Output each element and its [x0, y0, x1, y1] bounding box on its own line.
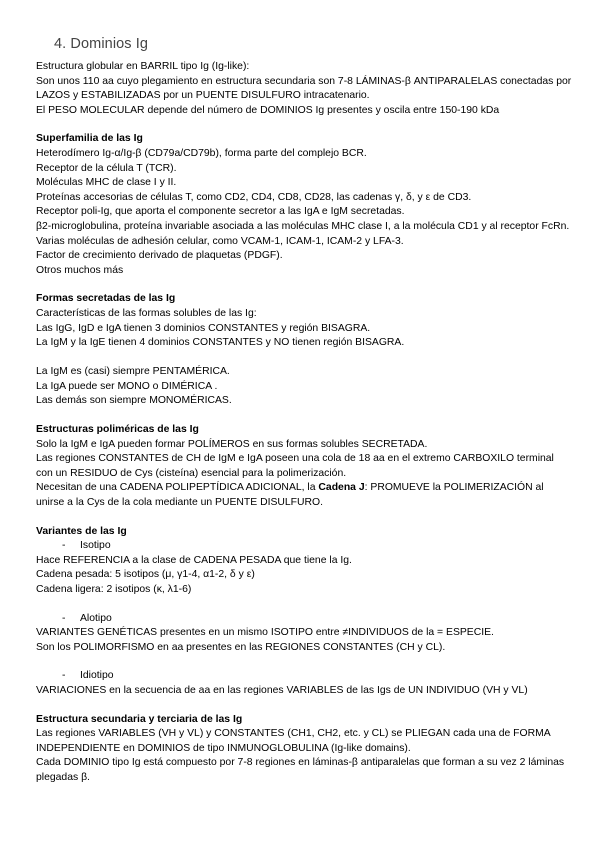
subheading-label: Isotipo: [80, 540, 111, 552]
section-variantes: [36, 525, 572, 699]
list-line: Factor de crecimiento derivado de plaquetas (PDGF).: [36, 250, 283, 262]
list-line: Las regiones VARIABLES (VH y VL) y CONSTANTES (CH1, CH2, etc. y CL) se PLIEGAN cada una de FORMA INDEPENDIENTE en DOMINIOS de tipo INMUNOGLOBULINA (Ig-like domains).: [36, 728, 551, 754]
list-line: Cada DOMINIO tipo Ig está compuesto por 7-8 regiones en láminas-β antiparalelas que forman a su vez 2 láminas plegadas β.: [36, 757, 565, 783]
section-estructura: [36, 713, 572, 786]
list-line: Proteínas accesorias de células T, como CD2, CD4, CD8, CD28, las cadenas γ, δ, y ε de CD3.: [36, 191, 472, 203]
section-polimericas: [36, 423, 572, 511]
list-line: Moléculas MHC de clase I y II.: [36, 177, 177, 189]
intro-line: Son unos 110 aa cuyo plegamiento en estructura secundaria son 7-8 LÁMINAS-β ANTIPARALELAS conectadas por LAZOS y ESTABILIZADAS por un PUENTE DISULFURO intracatenario.: [36, 75, 572, 102]
section-heading: Variantes de las Ig: [36, 525, 127, 537]
list-line: Cadena ligera: 2 isotipos (κ, λ1-6): [36, 584, 192, 595]
section-heading: Formas secretadas de las Ig: [36, 293, 176, 305]
section-heading: Estructuras poliméricas de las Ig: [36, 424, 199, 436]
document-page: [36, 36, 572, 786]
list-line: β2-microglobulina, proteína invariable asociada a las moléculas MHC clase I, a la molécula CD1 y al receptor FcRn.: [36, 220, 570, 232]
subheading-label: Alotipo: [80, 612, 112, 624]
cadena-j-bold: Cadena J: [318, 482, 365, 494]
dash-bullet: -: [62, 540, 66, 552]
list-line: Características de las formas solubles de las Ig:: [36, 307, 257, 319]
list-line: Hace REFERENCIA a la clase de CADENA PESADA que tiene la Ig.: [36, 554, 352, 566]
list-line: Las IgG, IgD e IgA tienen 3 dominios CONSTANTES y región BISAGRA.: [36, 322, 371, 334]
section-secretadas: [36, 292, 572, 409]
list-line: La IgM es (casi) siempre PENTAMÉRICA.: [36, 366, 230, 378]
list-line: Las demás son siempre MONOMÉRICAS.: [36, 395, 232, 407]
page-title: 4. Dominios Ig: [54, 36, 149, 52]
dash-bullet: -: [62, 670, 66, 682]
list-line: Receptor de la célula T (TCR).: [36, 162, 177, 174]
list-line: Otros muchos más: [36, 264, 124, 276]
section-heading: Estructura secundaria y terciaria de las Ig: [36, 713, 243, 725]
list-line: Receptor poli-Ig, que aporta el componente secretor a las IgA e IgM secretadas.: [36, 206, 405, 218]
blank-line: [36, 598, 572, 612]
cadena-j-line: [36, 481, 572, 510]
dash-bullet: -: [62, 612, 66, 624]
cadena-j-text-after: : PROMUEVE la POLIMERIZACIÓN al unirse a la Cys de la cola mediante un PUENTE DISULFURO.: [36, 482, 544, 509]
list-line: VARIACIONES en la secuencia de aa en las regiones VARIABLES de las Igs de UN INDIVIDUO (VH y VL): [36, 684, 528, 696]
blank-line: [36, 655, 572, 669]
blank-line: [36, 351, 572, 366]
subheading-label: Idiotipo: [80, 670, 114, 682]
subheading-idiotipo: [62, 669, 572, 684]
section-superfamilia: [36, 132, 572, 278]
list-line: Son los POLIMORFISMO en aa presentes en las REGIONES CONSTANTES (CH y CL).: [36, 641, 446, 653]
intro-block: [36, 60, 572, 118]
list-line: Varias moléculas de adhesión celular, como VCAM-1, ICAM-1, ICAM-2 y LFA-3.: [36, 235, 404, 247]
intro-line: Estructura globular en BARRIL tipo Ig (Ig-like):: [36, 61, 250, 72]
subheading-isotipo: [62, 539, 572, 554]
list-line: VARIANTES GENÉTICAS presentes en un mismo ISOTIPO entre ≠INDIVIDUOS de la = ESPECIE.: [36, 627, 494, 639]
intro-line: El PESO MOLECULAR depende del número de DOMINIOS Ig presentes y oscila entre 150-190 kDa: [36, 104, 500, 116]
list-line: Solo la IgM e IgA pueden formar POLÍMEROS en sus formas solubles SECRETADA.: [36, 438, 428, 450]
list-line: La IgA puede ser MONO o DIMÉRICA .: [36, 380, 218, 392]
list-line: La IgM y la IgE tienen 4 dominios CONSTANTES y NO tienen región BISAGRA.: [36, 337, 405, 349]
list-line: Cadena pesada: 5 isotipos (μ, γ1-4, α1-2, δ y ε): [36, 569, 255, 581]
list-line: Heterodímero Ig-α/Ig-β (CD79a/CD79b), forma parte del complejo BCR.: [36, 147, 367, 159]
section-heading: Superfamilia de las Ig: [36, 133, 143, 145]
cadena-j-text-before: Necesitan de una CADENA POLIPEPTÍDICA ADICIONAL, la: [36, 482, 319, 494]
subheading-alotipo: [62, 612, 572, 627]
list-line: Las regiones CONSTANTES de CH de IgM e IgA poseen una cola de 18 aa en el extremo CARBOXILO terminal con un RESIDUO de Cys (cisteína) esencial para la polimerización.: [36, 453, 554, 479]
